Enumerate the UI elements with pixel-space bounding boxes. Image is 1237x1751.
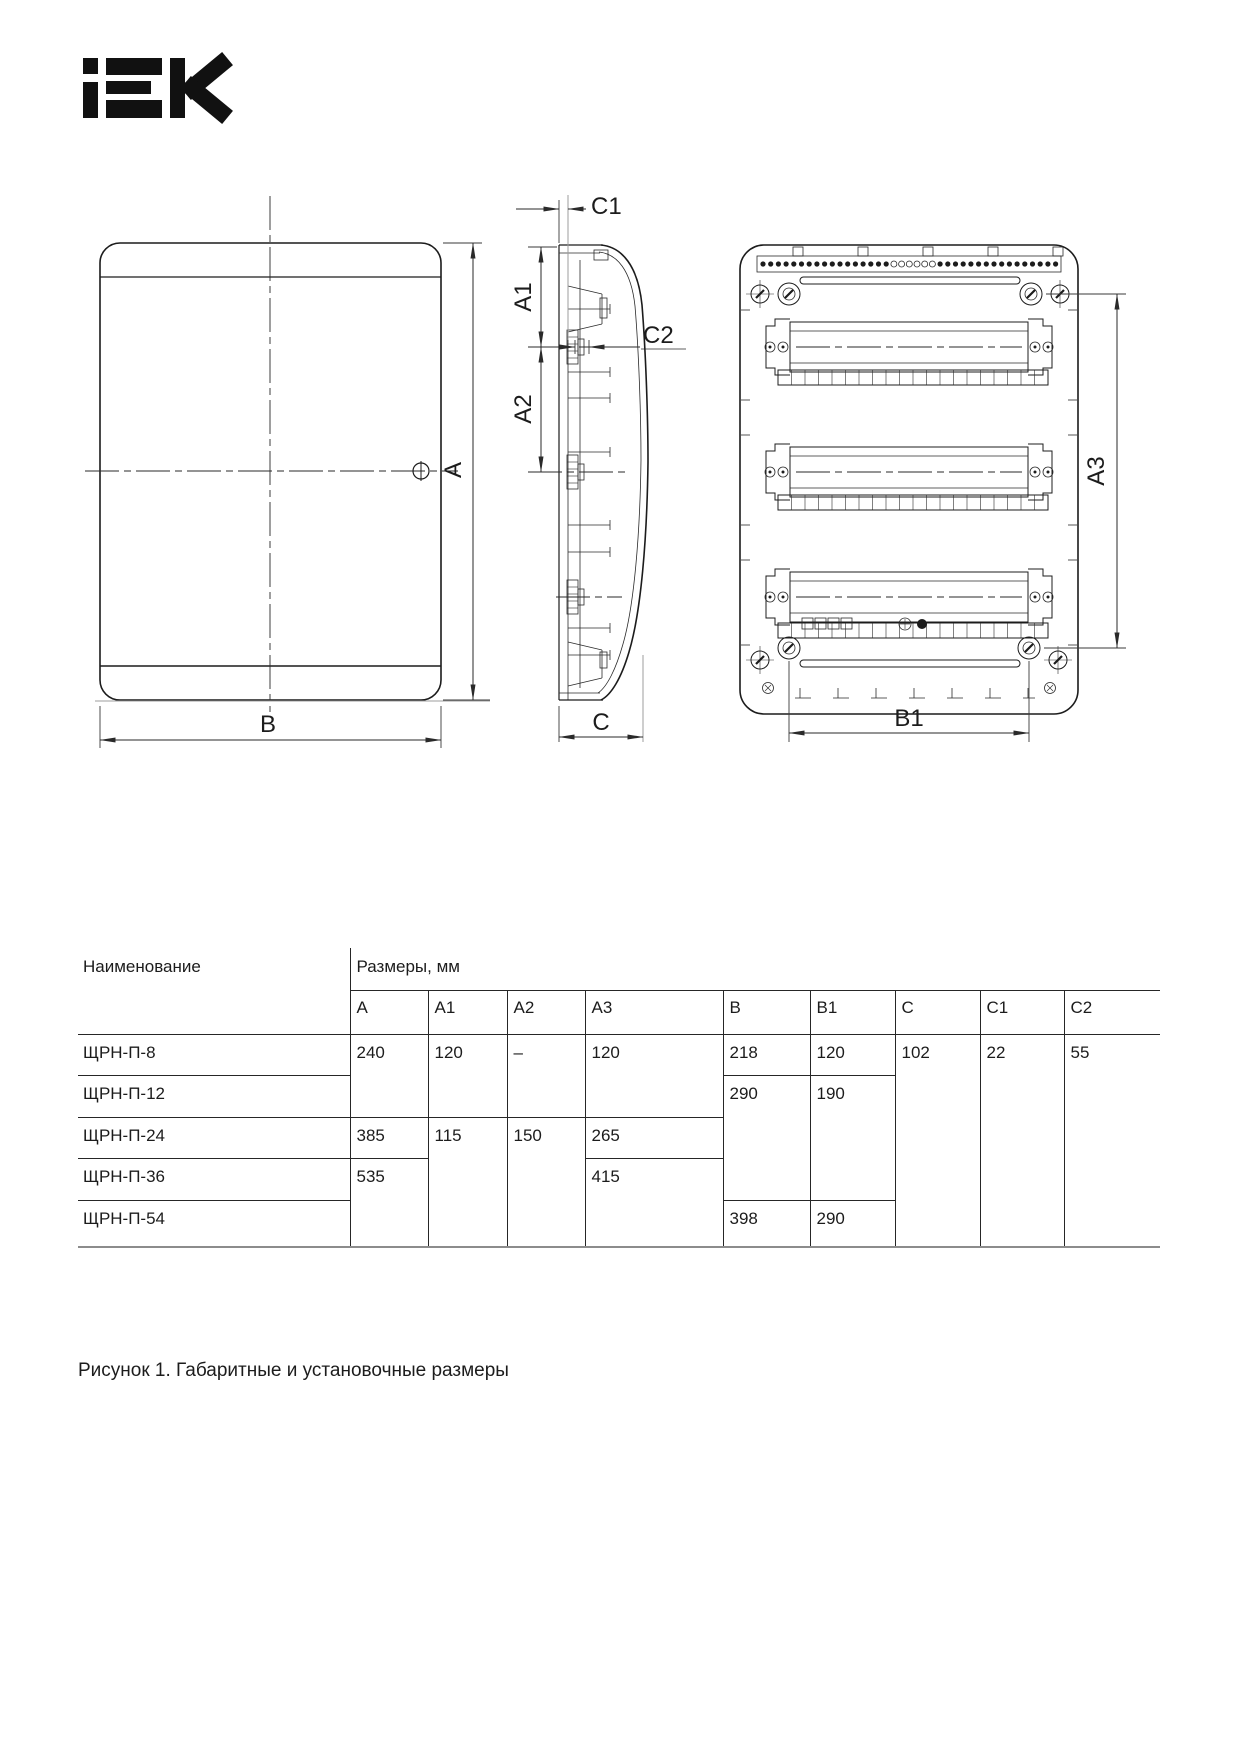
dim-A3	[1044, 294, 1126, 648]
fixing-pins	[568, 304, 610, 660]
dim-B1	[789, 661, 1029, 742]
din-rails	[765, 319, 1053, 625]
col-header-A: A	[350, 990, 428, 1034]
col-header-A3: A3	[585, 990, 723, 1034]
model-name-cell: ЩРН-П-36	[78, 1158, 350, 1200]
dim-label-A: A	[440, 461, 467, 479]
dim-label-C: C	[592, 709, 610, 736]
table-header-row	[78, 948, 1160, 990]
dim-value-cell-A1: 115	[428, 1117, 507, 1247]
dim-value-cell-B1: 190	[810, 1075, 895, 1200]
dim-B	[100, 706, 441, 748]
dim-label-B1: B1	[894, 705, 924, 732]
col-header-B: B	[723, 990, 810, 1034]
dim-value-cell-B1: 120	[810, 1034, 895, 1075]
col-header-C2: C2	[1064, 990, 1160, 1034]
comb-strips	[778, 370, 1048, 638]
dim-value-cell-B: 290	[723, 1075, 810, 1200]
col-header-C1: C1	[980, 990, 1064, 1034]
dim-value-cell-A2: 150	[507, 1117, 585, 1247]
dim-value-cell-A: 385	[350, 1117, 428, 1158]
dim-value-cell-A1: 120	[428, 1034, 507, 1117]
model-name-cell: ЩРН-П-54	[78, 1200, 350, 1247]
dim-A	[440, 243, 490, 700]
col-header-A2: A2	[507, 990, 585, 1034]
front-view	[85, 196, 490, 712]
name-column-header: Наименование	[78, 948, 350, 1034]
dim-value-cell-A3: 415	[585, 1158, 723, 1247]
dim-label-A1: A1	[510, 282, 537, 312]
col-header-A1: A1	[428, 990, 507, 1034]
dim-label-B: B	[259, 711, 277, 738]
iek-logo-mark	[83, 58, 221, 118]
top-knockout-tabs	[793, 247, 1063, 256]
dimension-drawing	[0, 150, 1237, 800]
dim-value-cell-C2: 55	[1064, 1034, 1160, 1247]
dim-label-A2: A2	[510, 394, 537, 424]
dim-value-cell-C1: 22	[980, 1034, 1064, 1247]
table-row	[78, 1034, 1160, 1075]
iek-logo	[0, 0, 260, 140]
dim-A1	[510, 247, 557, 347]
dim-value-cell-A: 535	[350, 1158, 428, 1247]
dim-value-cell-B1: 290	[810, 1200, 895, 1247]
dim-value-cell-A3: 265	[585, 1117, 723, 1158]
dim-value-cell-A2: –	[507, 1034, 585, 1117]
dim-value-cell-B: 398	[723, 1200, 810, 1247]
dim-value-cell-B: 218	[723, 1034, 810, 1075]
dim-value-cell-C: 102	[895, 1034, 980, 1247]
model-name-cell: ЩРН-П-12	[78, 1075, 350, 1117]
col-header-C: C	[895, 990, 980, 1034]
side-view	[528, 245, 648, 700]
dim-label-C1: C1	[591, 193, 622, 220]
dim-value-cell-A3: 120	[585, 1034, 723, 1117]
dimensions-table	[78, 948, 1160, 1248]
col-header-B1: B1	[810, 990, 895, 1034]
dim-A2	[510, 347, 541, 472]
sizes-group-header: Размеры, мм	[350, 948, 1160, 990]
dim-label-A3: A3	[1083, 456, 1110, 486]
model-name-cell: ЩРН-П-8	[78, 1034, 350, 1075]
dim-value-cell-A: 240	[350, 1034, 428, 1117]
terminal-cluster	[802, 618, 927, 630]
dim-C2	[545, 322, 686, 354]
rear-view	[740, 245, 1078, 714]
figure-caption: Рисунок 1. Габаритные и установочные размеры	[78, 1360, 509, 1381]
mounting-screws	[746, 280, 1074, 694]
knockout-dots	[760, 261, 1058, 267]
dim-table-body	[78, 1034, 1160, 1247]
model-name-cell: ЩРН-П-24	[78, 1117, 350, 1158]
dim-label-C2: C2	[643, 322, 674, 349]
